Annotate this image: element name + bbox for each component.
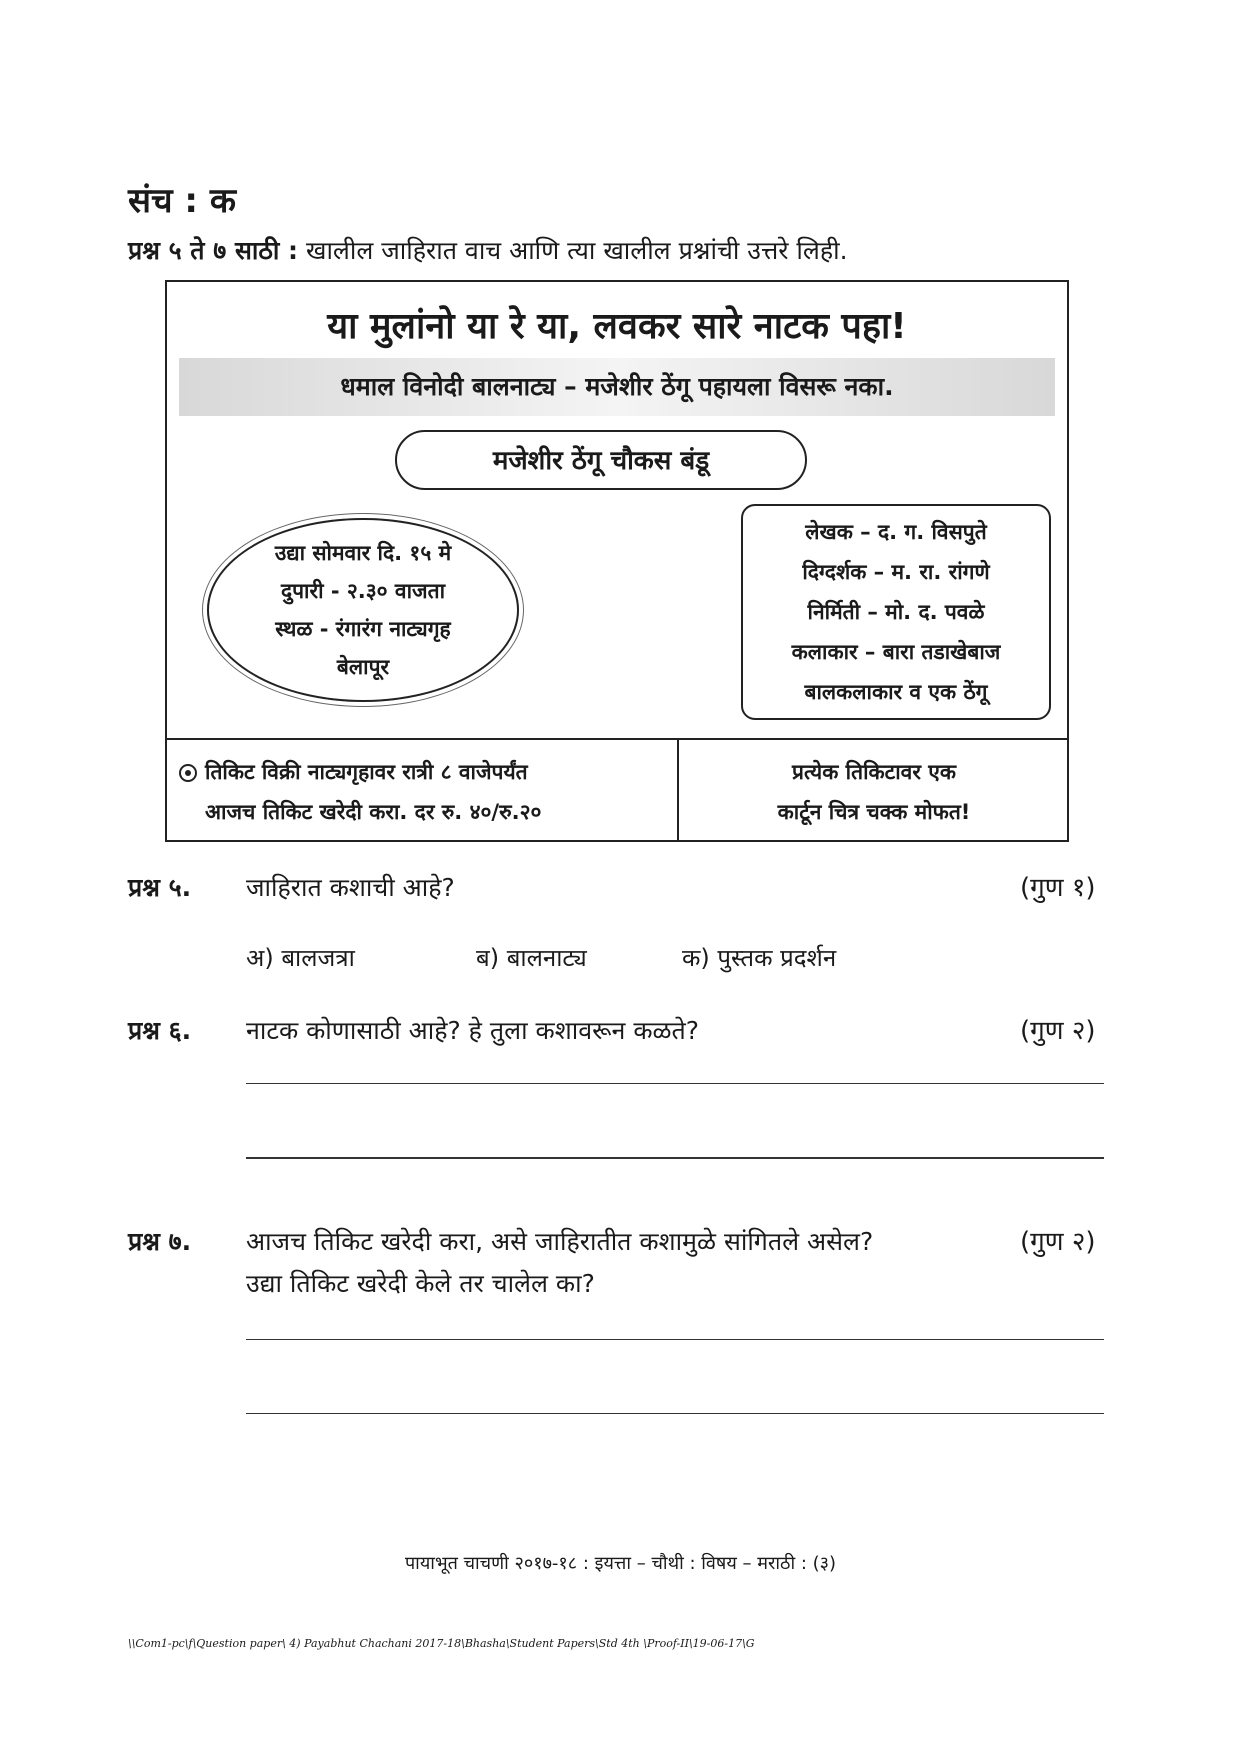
advertisement-box [165,280,1069,842]
ad-ticket-sale [179,752,669,832]
ad-credits-box [741,504,1051,720]
option-b[interactable]: ब) बालनाट्य [476,944,587,972]
bullet-icon [179,764,197,782]
ad-credit-line: दिग्दर्शक – म. रा. रांगणे [802,560,990,584]
question-5-marks: (गुण १) [1020,873,1096,903]
file-path: \\Com1-pc\f\Question paper\ 4) Payabhut Chachani 2017-18\Bhasha\Student Papers\Std 4th \Proof-II\19-06-17\G [128,1637,755,1650]
ad-schedule-line: दुपारी - २.३० वाजता [280,579,446,603]
question-6-number: प्रश्न ६. [128,1016,192,1045]
instructions [128,233,848,267]
ad-schedule-line: स्थळ - रंगारंग नाट्यगृह [275,617,451,641]
ad-tagline-band: धमाल विनोदी बालनाट्य – मजेशीर ठेंगू पहायला विसरू नका. [179,358,1055,416]
ad-schedule-line: बेलापूर [336,655,390,679]
instructions-text: खालील जाहिरात वाच आणि त्या खालील प्रश्नांची उत्तरे लिही. [306,236,848,265]
ad-footer-row [167,738,1067,842]
instructions-label: प्रश्न ५ ते ७ साठी : [128,236,299,265]
question-5-text: जाहिरात कशाची आहे? [246,873,455,902]
answer-line[interactable] [246,1157,1104,1159]
page-footer: पायाभूत चाचणी २०१७-१८ : इयत्ता – चौथी : विषय – मराठी : (३) [404,1553,837,1574]
ad-offer-line: कार्टून चित्र चक्क मोफत! [777,800,971,824]
question-7-text: आजच तिकिट खरेदी करा, असे जाहिरातीत कशामुळे सांगितले असेल? [246,1227,874,1256]
set-title: संच : क [128,181,236,221]
option-c[interactable]: क) पुस्तक प्रदर्शन [682,944,837,972]
answer-line[interactable] [246,1083,1104,1084]
ad-credit-line: कलाकार – बारा तडाखेबाज [791,640,1001,664]
ad-credit-line: बालकलाकार व एक ठेंगू [804,680,988,704]
question-7-number: प्रश्न ७. [128,1227,192,1256]
question-5-number: प्रश्न ५. [128,873,192,902]
question-6-text: नाटक कोणासाठी आहे? हे तुला कशावरून कळते? [246,1016,700,1045]
answer-line[interactable] [246,1413,1104,1414]
ad-offer [679,752,1069,832]
ad-play-title: मजेशीर ठेंगू चौकस बंडू [395,430,807,490]
ad-schedule-oval [207,518,519,702]
option-a[interactable]: अ) बालजत्रा [246,944,355,972]
ad-sale-line: तिकिट विक्री नाट्यगृहावर रात्री ८ वाजेपर्यंत [205,760,528,784]
ad-credit-line: निर्मिती – मो. द. पवळे [807,600,985,624]
ad-sale-line: आजच तिकिट खरेदी करा. दर रु. ४०/रु.२० [205,800,542,824]
ad-headline: या मुलांनो या रे या, लवकर सारे नाटक पहा! [327,306,907,347]
question-7-text-line2: उद्या तिकिट खरेदी केले तर चालेल का? [246,1269,595,1298]
question-7-marks: (गुण २) [1020,1227,1096,1257]
answer-line[interactable] [246,1339,1104,1340]
ad-offer-line: प्रत्येक तिकिटावर एक [792,760,956,784]
ad-schedule-line: उद्या सोमवार दि. १५ मे [274,541,452,565]
question-6-marks: (गुण २) [1020,1016,1096,1046]
ad-credit-line: लेखक – द. ग. विसपुते [805,520,987,544]
